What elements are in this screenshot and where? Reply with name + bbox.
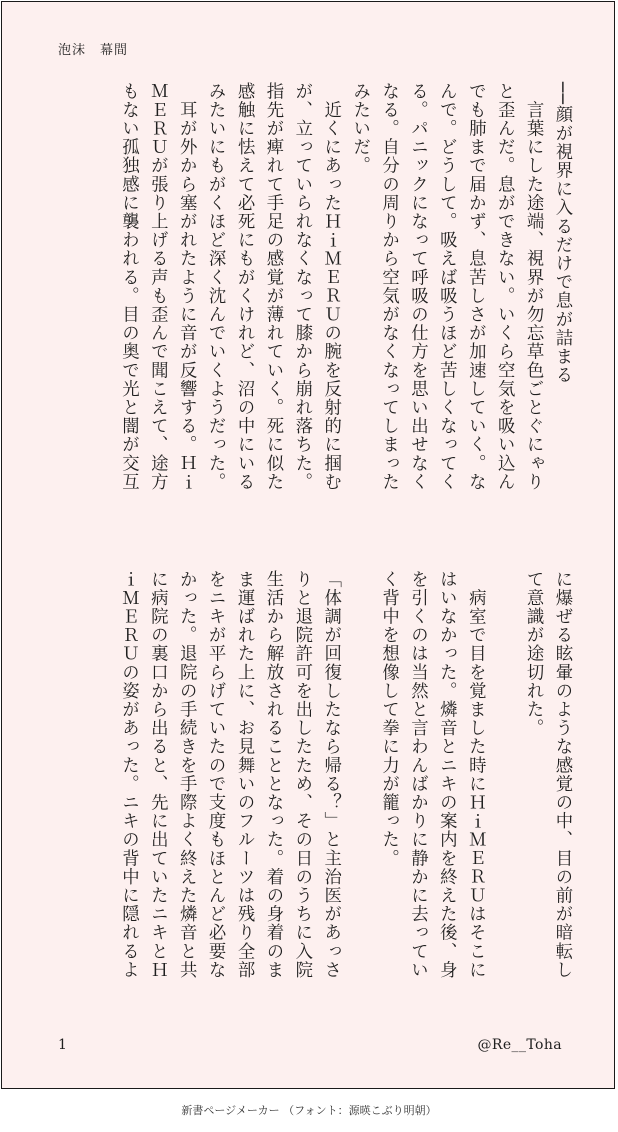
text-line: ＭＥＲＵが張り上げる声も歪んで聞こえて、途方 bbox=[147, 82, 168, 492]
text-line: と歪んだ。息ができない。いくら空気を吸い込ん bbox=[494, 82, 515, 492]
text-line: もない孤独感に襲われる。目の奥で光と闇が交互 bbox=[118, 82, 139, 492]
text-line: 言葉にした途端、視界が勿忘草色ごとぐにゃり bbox=[523, 82, 544, 492]
vertical-text-lower bbox=[54, 570, 576, 996]
text-line: に爆ぜる眩暈のような感覚の中、目の前が暗転し bbox=[552, 570, 572, 980]
page-number: 1 bbox=[58, 1037, 67, 1053]
text-line: 感触に怯えて必死にもがくけれど、沼の中にいる bbox=[234, 82, 255, 492]
text-line: 生活から解放されることとなった。着の身着のま bbox=[262, 570, 283, 980]
text-line: はいなかった。燐音とニキの案内を終えた後、身 bbox=[436, 570, 457, 980]
text-line: る。パニックになって呼吸の仕方を思い出せなく bbox=[407, 82, 428, 492]
text-line: かった。退院の手続きを手際よく終えた燐音と共 bbox=[176, 570, 197, 980]
text-line: を引くのは当然と言わんばかりに静かに去ってい bbox=[407, 570, 428, 980]
vertical-text-upper bbox=[54, 82, 576, 562]
text-line: 「体調が回復したなら帰る？」と主治医があっさ bbox=[320, 570, 341, 980]
text-line: みたいにもがくほど深く沈んでいくようだった。 bbox=[205, 82, 226, 492]
footer-credit: 新書ページメーカー （フォント：源暎こぶり明朝） bbox=[181, 1104, 437, 1117]
text-line: んで。どうして。吸えば吸うほど苦しくなってく bbox=[436, 82, 457, 492]
text-line: ──顔が視界に入るだけで息が詰まる bbox=[552, 82, 572, 385]
text-line: なる。自分の周りから空気がなくなってしまった bbox=[378, 82, 399, 492]
text-line bbox=[345, 570, 374, 996]
text-line: く背中を想像して拳に力が籠った。 bbox=[378, 570, 399, 868]
book-page bbox=[1, 1, 615, 1089]
text-line: が、立っていられなくなって膝から崩れ落ちた。 bbox=[291, 82, 312, 492]
text-line: みたいだ。 bbox=[349, 82, 370, 175]
text-line: て意識が途切れた。 bbox=[523, 570, 544, 738]
text-line: 耳が外から塞がれたように音が反響する。Ｈｉ bbox=[176, 82, 197, 492]
text-line bbox=[489, 570, 518, 996]
text-line: 病室で目を覚ました時にＨｉＭＥＲＵはそこに bbox=[465, 570, 486, 980]
text-line: りと退院許可を出したため、その日のうちに入院 bbox=[291, 570, 312, 980]
text-line: ｉＭＥＲＵの姿があった。ニキの背中に隠れるよ bbox=[118, 570, 139, 980]
page-header bbox=[58, 39, 128, 58]
text-line: ま運ばれた上に、お見舞いのフルーツは残り全部 bbox=[234, 570, 255, 980]
text-line: に病院の裏口から出ると、先に出ていたニキとＨ bbox=[147, 570, 168, 980]
author-handle: @Re__Toha bbox=[477, 1037, 562, 1053]
work-title: 泡沫 bbox=[58, 43, 87, 58]
text-line: 指先が痺れて手足の感覚が薄れていく。死に似た bbox=[262, 82, 283, 492]
text-line: でも肺まで届かず、息苦しさが加速していく。な bbox=[465, 82, 486, 492]
text-line: をニキが平らげていたので支度もほとんど必要な bbox=[205, 570, 226, 980]
text-line: 近くにあったＨｉＭＥＲＵの腕を反射的に掴む bbox=[320, 82, 341, 492]
chapter-title: 幕間 bbox=[100, 43, 129, 58]
